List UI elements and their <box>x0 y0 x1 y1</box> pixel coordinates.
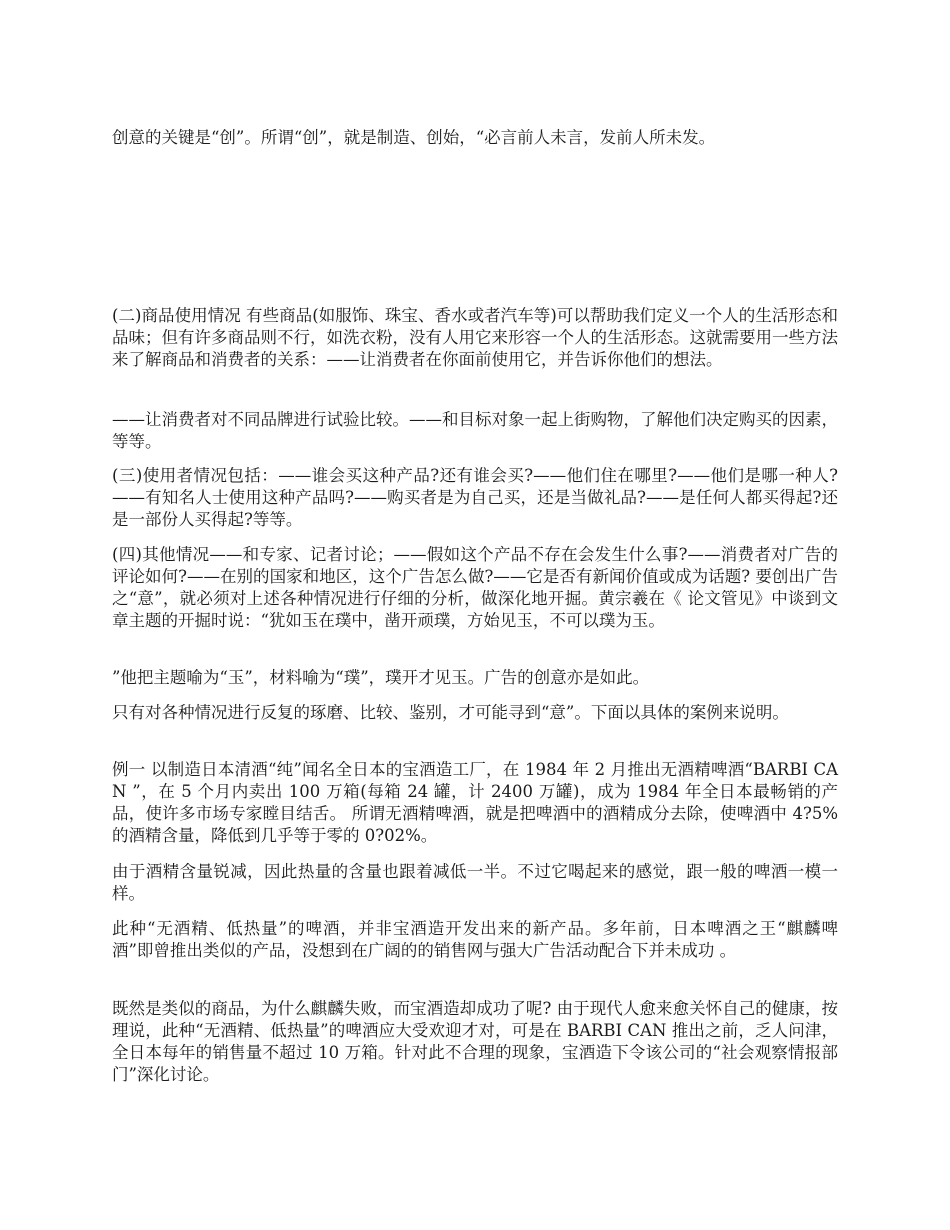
paragraph-alcohol-reduced: 由于酒精含量锐减，因此热量的含量也跟着减低一半。不过它喝起来的感觉，跟一般的啤酒一模一样。 <box>112 862 838 903</box>
paragraph-jade-metaphor: ”他把主题喻为“玉”，材料喻为“璞”，璞开才见玉。广告的创意亦是如此。 <box>112 668 650 687</box>
paragraph-example-one: 例一 以制造日本清酒“纯”闻名全日本的宝酒造工厂，在 1984 年 2 月推出无酒精啤酒“BARBI CAN ”，在 5 个月内卖出 100 万箱(每箱 24 罐，计 2400 万罐)，成为 1984 年全日本最畅销的产品，使许多市场专家瞠目结舌。 所谓无酒精啤酒，就是把啤酒中的酒精成分去除，使啤酒中 4?5%的酒精含量，降低到几乎等于零的 0?02%。 <box>112 760 838 845</box>
paragraph-why-success: 既然是类似的商品，为什么麒麟失败，而宝酒造却成功了呢? 由于现代人愈来愈关怀自己的健康，按理说，此种“无酒精、低热量”的啤酒应大受欢迎才对，可是在 BARBI CAN 推出之前，乏人问津，全日本每年的销售量不超过 10 万箱。针对此不合理的现象，宝酒造下令该公司的“社会观察情报部门”深化讨论。 <box>112 999 838 1084</box>
paragraph-kirin-beer: 此种“无酒精、低热量”的啤酒，并非宝酒造开发出来的新产品。多年前，日本啤酒之王“麒麟啤酒”即曾推出类似的产品，没想到在广阔的的销售网与强大广告活动配合下并未成功 。 <box>112 919 838 960</box>
paragraph-user-info: (三)使用者情况包括：——谁会买这种产品?还有谁会买?——他们住在哪里?——他们是哪一种人?——有知名人士使用这种产品吗?——购买者是为自己买，还是当做礼品?——是任何人都买得起?还是一部份人买得起?等等。 <box>112 466 838 529</box>
paragraph-brand-comparison: ——让消费者对不同品牌进行试验比较。——和目标对象一起上街购物，了解他们决定购买的因素，等等。 <box>112 410 838 451</box>
paragraph-find-idea: 只有对各种情况进行反复的琢磨、比较、鉴别，才可能寻到“意”。下面以具体的案例来说明。 <box>112 703 789 722</box>
paragraph-creativity-key: 创意的关键是“创”。所谓“创”，就是制造、创始，“必言前人未言，发前人所未发。 <box>112 128 716 147</box>
paragraph-other-info: (四)其他情况——和专家、记者讨论；——假如这个产品不存在会发生什么事?——消费者对广告的评论如何?——在别的国家和地区，这个广告怎么做?——它是否有新闻价值或成为话题? 要创出广告之“意”，就必须对上述各种情况进行仔细的分析，做深化地开掘。黄宗羲在《 论文管见》中谈到文章主题的开掘时说：“犹如玉在璞中，凿开顽璞，方始见玉，不可以璞为玉。 <box>112 545 838 630</box>
paragraph-product-usage: (二)商品使用情况 有些商品(如服饰、珠宝、香水或者汽车等)可以帮助我们定义一个人的生活形态和品味；但有许多商品则不行，如洗衣粉，没有人用它来形容一个人的生活形态。这就需要用一些方法来了解商品和消费者的关系：——让消费者在你面前使用它，并告诉你他们的想法。 <box>112 306 838 369</box>
